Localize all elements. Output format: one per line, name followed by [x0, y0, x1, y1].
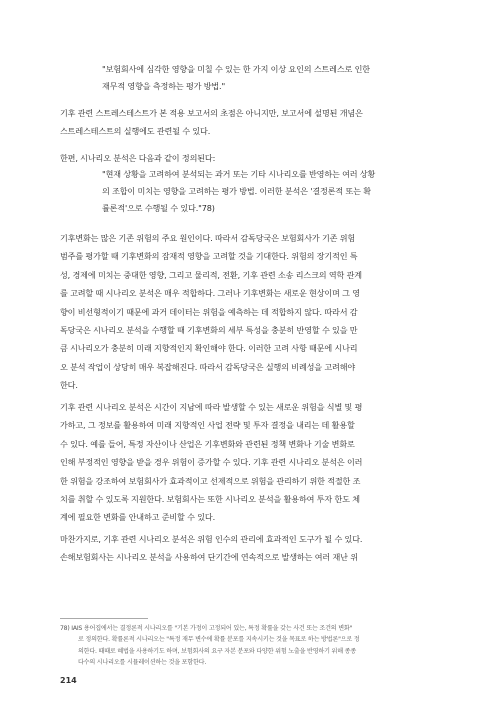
- paragraph-line: 큼 시나리오가 충분히 미래 지향적인지 확인해야 한다. 이러한 고려 사항 때문에 시나리: [60, 343, 358, 354]
- paragraph-scenario-intro: [60, 149, 444, 167]
- paragraph-line: 범주를 평가할 때 기후변화의 잠재적 영향을 고려할 것을 기대한다. 위험의 장기적인 특: [60, 251, 358, 262]
- paragraph-line: 한편, 시나리오 분석은 다음과 같이 정의된다:: [60, 153, 216, 163]
- paragraph-line: 치를 취할 수 있도록 지원한다. 보험회사는 또한 시나리오 분석을 활용하여 투자 한도 체: [60, 494, 360, 505]
- paragraph-line: 향이 비선형적이기 때문에 과거 데이터는 위험을 예측하는 데 적합하지 않다. 따라서 감: [60, 306, 358, 317]
- footnote-78: [60, 623, 450, 669]
- paragraph-line: 수 있다. 예를 들어, 특정 자산이나 산업은 기후변화와 관련된 정책 변화나 기술 변화로: [60, 438, 355, 449]
- quote-line: "보험회사에 심각한 영향을 미칠 수 있는 한 가지 이상 요인의 스트레스로 인한: [102, 64, 370, 74]
- paragraph-line: 마찬가지로, 기후 관련 시나리오 분석은 위험 인수의 관리에 효과적인 도구가 될 수 있다.: [60, 534, 363, 544]
- paragraph-line: 가하고, 그 정보를 활용하여 미래 지향적인 사업 전략 및 투자 결정을 내리는 데 활용할: [60, 420, 355, 431]
- paragraph-line: 기후 관련 스트레스테스트가 본 적용 보고서의 초점은 아니지만, 보고서에 설명된 개념은: [60, 108, 363, 118]
- paragraph-line: 를 고려할 때 시나리오 분석은 매우 적합하다. 그러나 기후변화는 새로운 현상이며 그 영: [60, 288, 360, 299]
- footnote-line: 78) IAIS 용어집에서는 결정론적 시나리오를 "기본 가정이 고정되어 있는, 특정 확률을 갖는 사건 또는 조건의 변화": [60, 625, 353, 632]
- paragraph-line: 스트레스테스트의 실행에도 관련될 수 있다.: [60, 126, 211, 137]
- footnote-divider: [60, 618, 148, 619]
- paragraph-line: 오 분석 작업이 상당히 매우 복잡해진다. 따라서 감독당국은 실행의 비례성을 고려해야: [60, 361, 356, 372]
- footnote-line: 의한다. 때때로 혜법을 사용하기도 하며, 보험회사의 요구 자본 분포와 다양한 위험 노출을 반영하기 위해 종종: [78, 647, 357, 655]
- paragraph-climate-risk-drivers: [60, 229, 444, 395]
- page-number: 214: [60, 676, 77, 685]
- quote-line: 재무적 영향을 측정하는 평가 방법.": [102, 81, 226, 91]
- paragraph-stress-test-scope: [60, 104, 444, 141]
- paragraph-line: 기후 관련 시나리오 분석은 시간이 지남에 따라 발생할 수 있는 새로운 위험을 식별 및 평: [60, 402, 363, 412]
- footnote-line: 다수의 시나리오를 시뮬레이션하는 것을 포함한다.: [78, 659, 207, 667]
- quote-line: 의 조합이 미치는 영향을 고려하는 평가 방법. 이러한 분석은 '결정론적 또는 확: [102, 186, 371, 196]
- paragraph-line: 한 위험을 강조하여 보험회사가 효과적이고 선제적으로 위험을 관리하기 위한 적절한 조: [60, 475, 361, 486]
- paragraph-line: 계에 필요한 변화를 안내하고 준비할 수 있다.: [60, 512, 215, 523]
- footnote-line: 로 정의한다. 확률론적 시나리오는 "특정 재무 변수에 확률 분포를 지속시키는 것을 목표로 하는 방법론"으로 정: [78, 636, 360, 644]
- paragraph-line: 한다.: [60, 380, 78, 391]
- paragraph-scenario-uses: [60, 398, 444, 527]
- paragraph-line: 기후변화는 많은 기존 위험의 주요 원인이다. 따라서 감독당국은 보험회사가 기존 위험: [60, 233, 356, 243]
- paragraph-underwriting: [60, 530, 444, 567]
- paragraph-line: 성, 경제에 미치는 중대한 영향, 그리고 물리적, 전환, 기후 관련 소송 리스크의 역학 관계: [60, 269, 362, 280]
- quote-block-stress-test-definition: [102, 61, 462, 95]
- quote-line: 률론적'으로 수행될 수 있다."78): [102, 203, 215, 213]
- quote-line: "현재 상황을 고려하여 분석되는 과거 또는 기타 시나리오를 반영하는 여러 상황: [102, 169, 376, 179]
- quote-block-scenario-definition: [102, 166, 462, 217]
- paragraph-line: 독당국은 시나리오 분석을 수행할 때 기후변화의 세부 특성을 충분히 반영할 수 있을 만: [60, 325, 358, 336]
- paragraph-line: 손해보험회사는 시나리오 분석을 사용하여 단기간에 연속적으로 발생하는 여러 재난 위: [60, 552, 358, 563]
- paragraph-line: 인해 부정적인 영향을 받을 경우 위험이 증가할 수 있다. 기후 관련 시나리오 분석은 이러: [60, 457, 363, 468]
